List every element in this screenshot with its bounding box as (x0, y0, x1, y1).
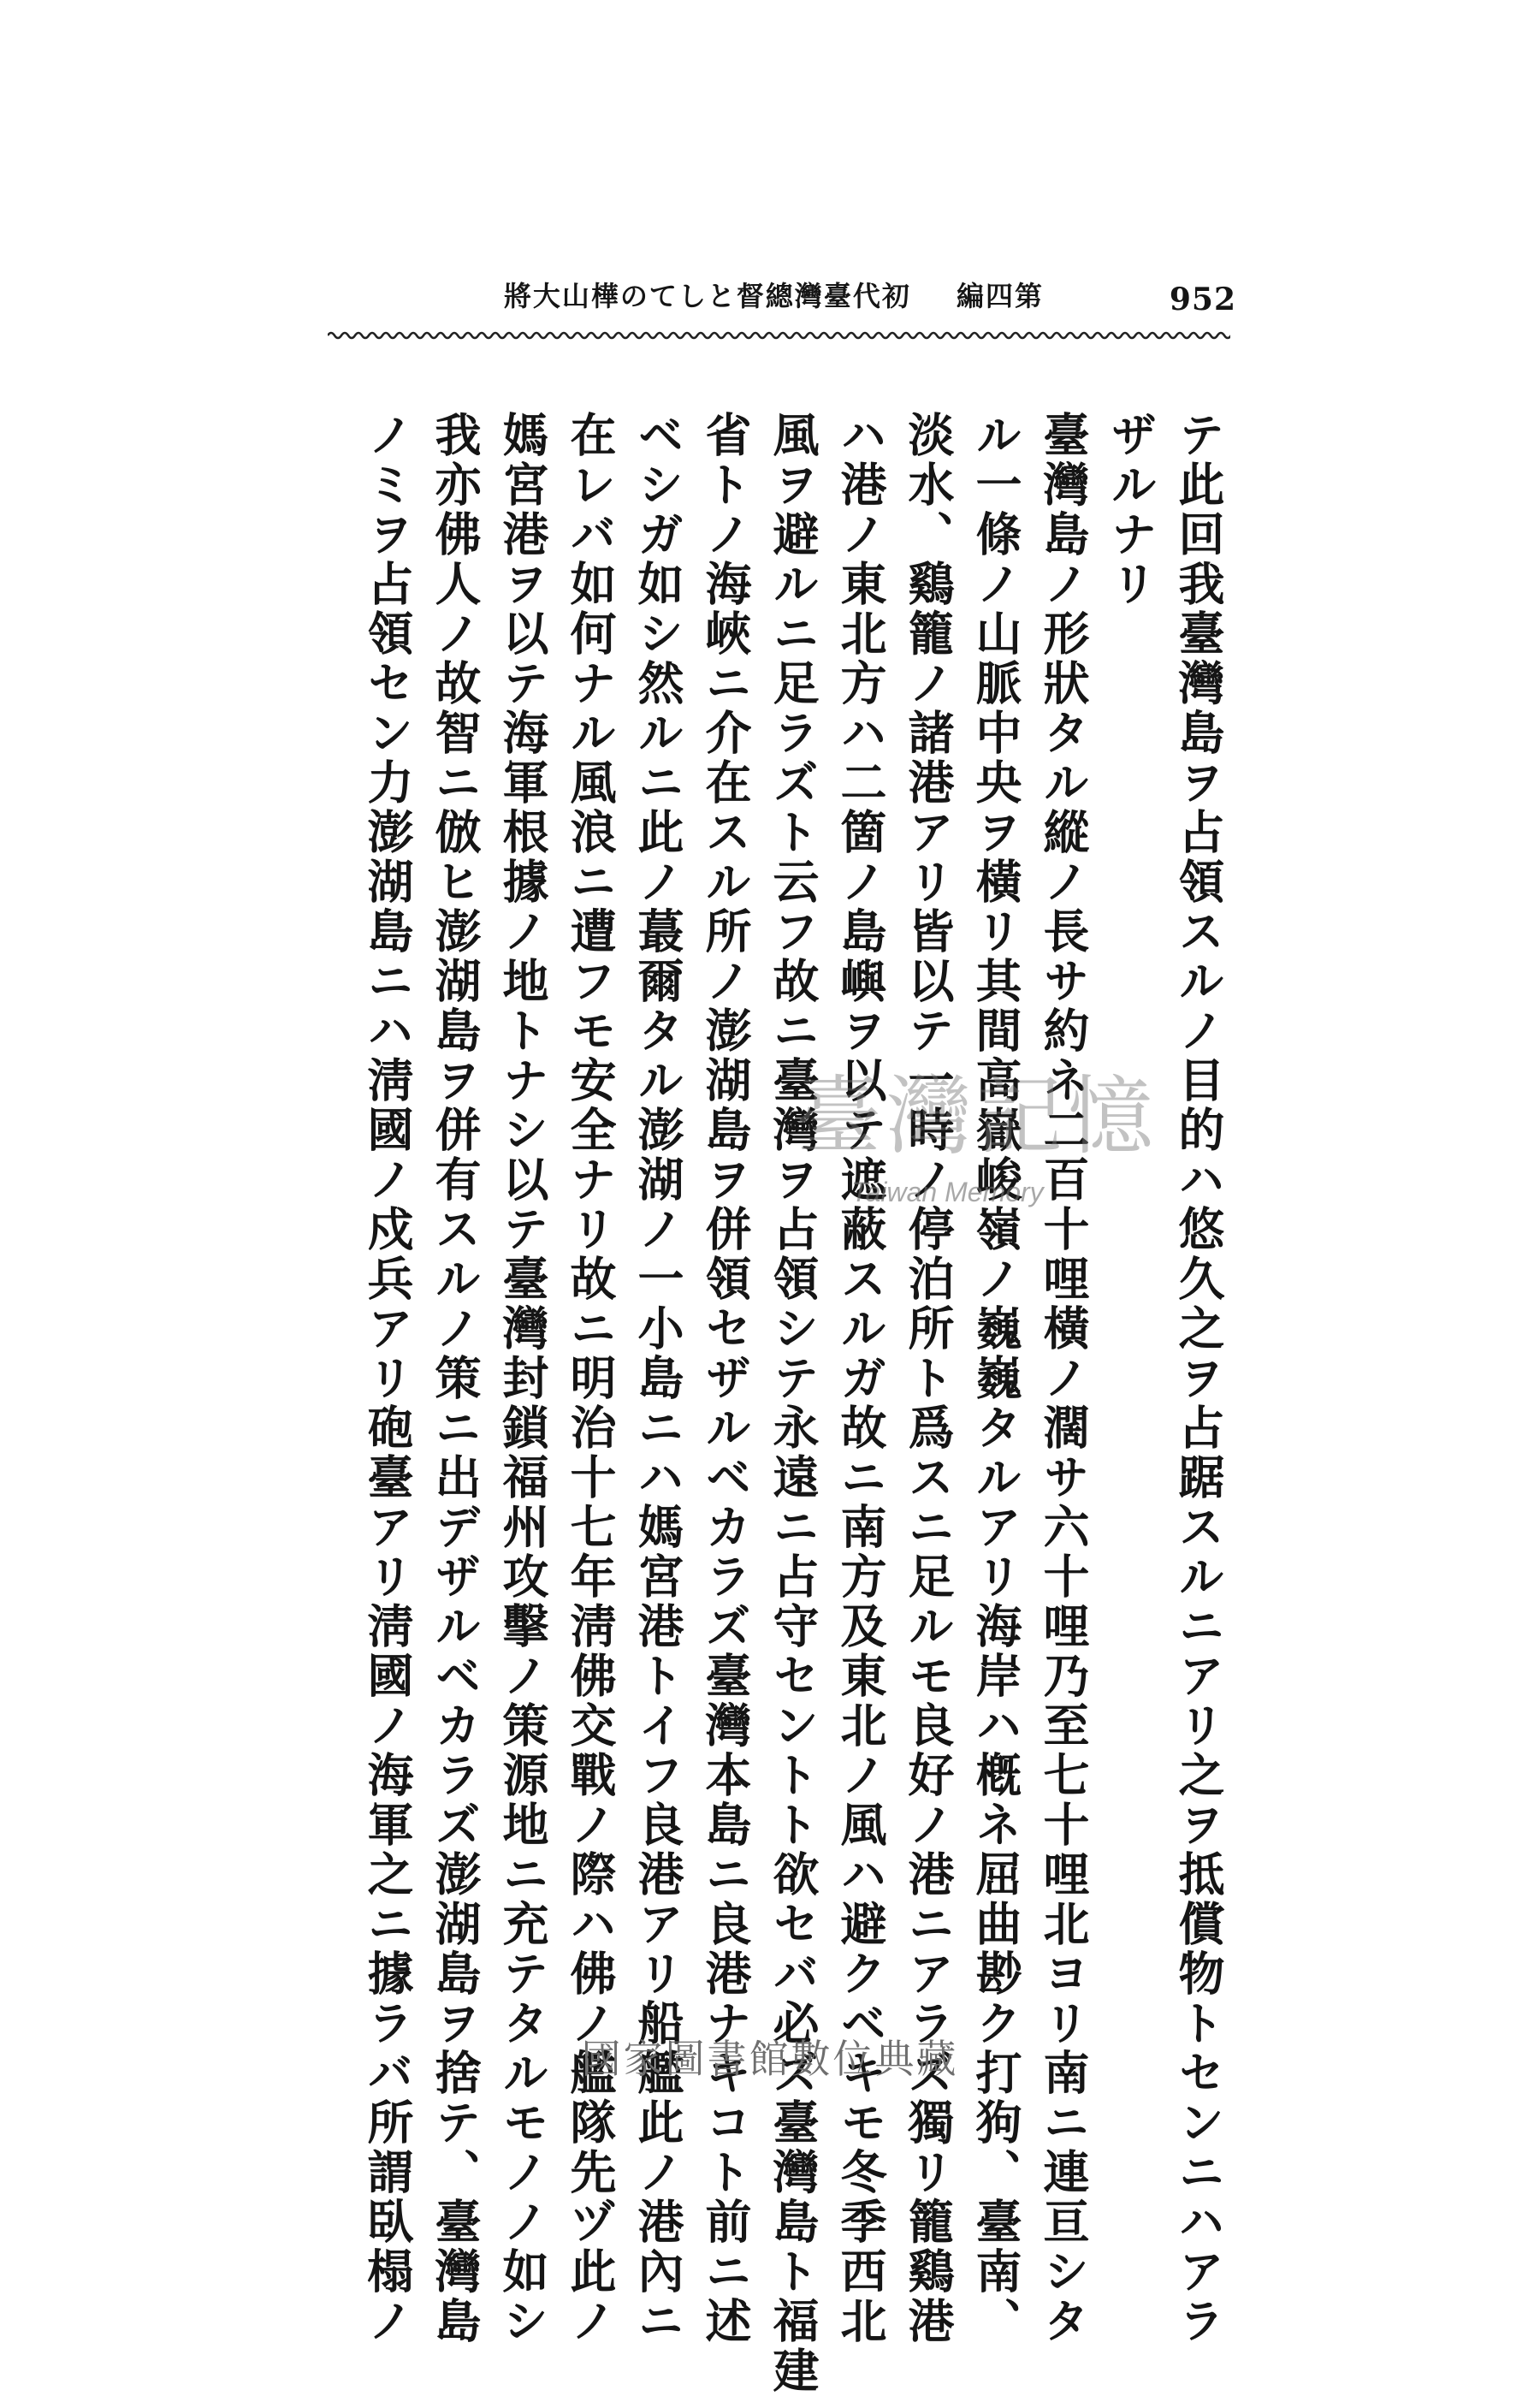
text-column: ル一條ノ山脈中央ヲ橫リ其間高嶽峻嶺ノ巍巍タルアリ海岸ハ槪ネ屈曲尠ク打狗、臺南、 (968, 411, 1023, 2346)
text-column: ハ港ノ東北方ハ二箇ノ島嶼ヲ以テ遮蔽スルガ故ニ南方及東北ノ風ハ避クベキモ冬季西北 (833, 411, 888, 2346)
watermark-title: 臺灣記憶 (796, 1066, 1158, 1166)
text-column: 我亦佛人ノ故智ニ倣ヒ澎湖島ヲ併有スルノ策ニ出デザルベカラズ澎湖島ヲ捨テ、臺灣島 (428, 411, 483, 2346)
text-column: 臺灣島ノ形狀タル縱ノ長サ約ネ二百十哩橫ノ濶サ六十哩乃至七十哩北ヨリ南ニ連亘シタ (1036, 411, 1091, 2346)
text-column: テ此回我臺灣島ヲ占領スルノ目的ハ悠久之ヲ占踞スルニアリ之ヲ抵償物トセンニハアラ (1171, 411, 1226, 2346)
watermark-subtitle: Taiwan Memory (851, 1177, 1044, 1207)
page-number: 952 (1169, 282, 1236, 317)
running-head-section: 第四編 (956, 280, 1044, 312)
running-head-title: 初代臺灣總督としての樺山大將 (503, 280, 911, 312)
text-column: 省トノ海峽ニ介在スル所ノ澎湖島ヲ併領セザルベカラズ臺灣本島ニ良港ナキコト前ニ述 (698, 411, 753, 2346)
text-column: 媽宮港ヲ以テ海軍根據ノ地トナシ以テ臺灣封鎖福州攻擊ノ策源地ニ充テタルモノノ如シ (495, 411, 550, 2346)
wavy-rule (328, 329, 1230, 341)
text-column: 淡水、鷄籠ノ諸港アリ皆以テ一時ノ停泊所ト爲スニ足ルモ良好ノ港ニアラズ獨リ籠鷄港 (901, 411, 956, 2346)
text-column: ノミヲ占領セン力澎湖島ニハ淸國ノ戍兵アリ砲臺アリ淸國ノ海軍之ニ據ラバ所謂臥榻ノ (360, 411, 415, 2346)
running-head (504, 282, 1044, 310)
archive-footer: 國家圖書館數位典藏 (581, 2036, 959, 2082)
text-column: 風ヲ避ルニ足ラズト云フ故ニ臺灣ヲ占領シテ永遠ニ占守セントト欲セバ必ズ臺灣島ト福建 (766, 411, 820, 2396)
text-column: 在レバ如何ナル風浪ニ遭フモ安全ナリ故ニ明治十七年淸佛交戰ノ際ハ佛ノ艦隊先ヅ此ノ (563, 411, 618, 2346)
text-column: ベシガ如シ然ルニ此ノ蕞爾タル澎湖ノ一小島ニハ媽宮港トイフ良港アリ船艦此ノ港內ニ (631, 411, 685, 2346)
text-column: ザルナリ (1104, 411, 1158, 609)
